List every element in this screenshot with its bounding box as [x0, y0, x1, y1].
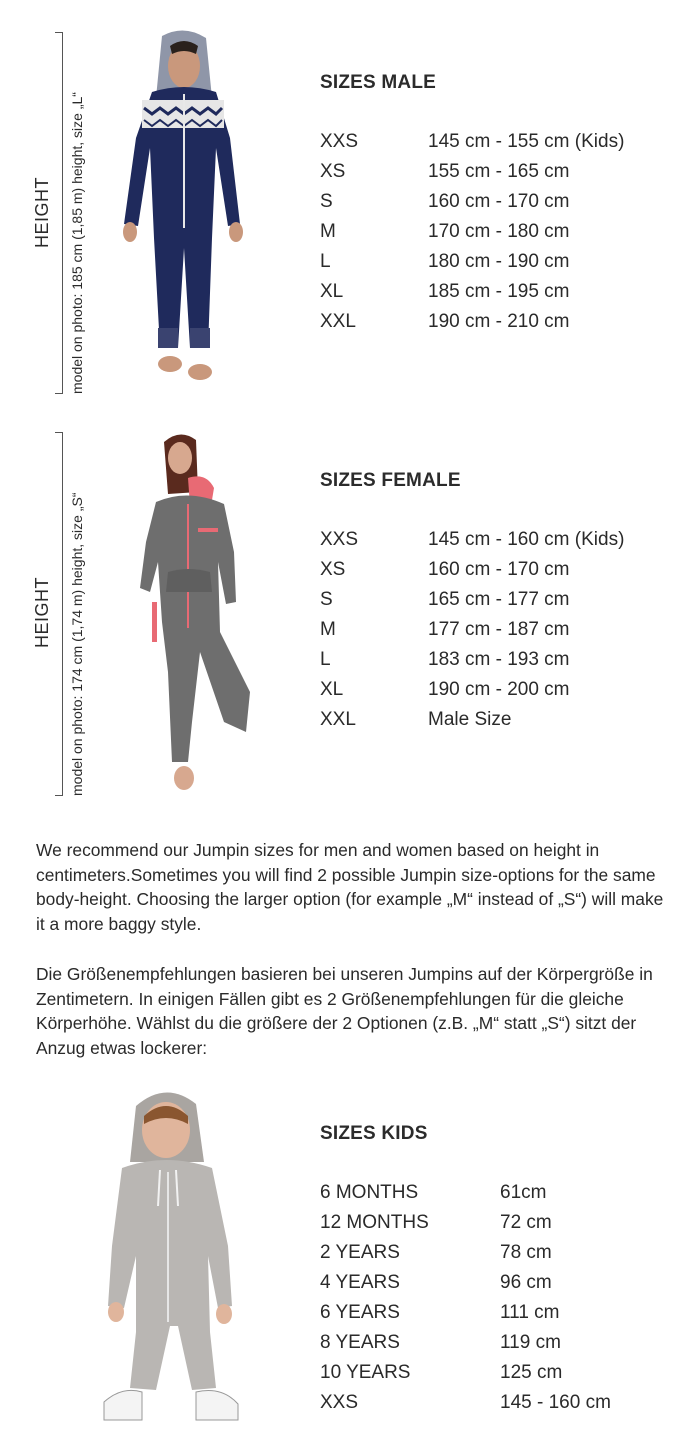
size-label: 12 MONTHS: [320, 1212, 429, 1233]
size-label: 6 YEARS: [320, 1302, 400, 1323]
size-label: 8 YEARS: [320, 1332, 400, 1353]
size-label: M: [320, 221, 336, 242]
female-size-row: [320, 709, 660, 739]
size-label: XXS: [320, 131, 359, 152]
kids-size-row: [320, 1212, 660, 1242]
size-value: 145 - 160 cm: [500, 1392, 611, 1413]
size-value: 72 cm: [500, 1212, 552, 1233]
size-label: XS: [320, 161, 346, 182]
size-label: L: [320, 251, 331, 272]
female-height-label: HEIGHT: [32, 576, 52, 648]
female-sizes-title: SIZES FEMALE: [320, 470, 461, 491]
size-value: 177 cm - 187 cm: [428, 619, 570, 640]
size-label: S: [320, 191, 333, 212]
kids-size-row: [320, 1332, 660, 1362]
size-label: S: [320, 589, 333, 610]
female-size-row: [320, 589, 660, 619]
size-value: 190 cm - 210 cm: [428, 311, 570, 332]
ruler-tick: [55, 795, 63, 796]
size-value: 155 cm - 165 cm: [428, 161, 570, 182]
size-value: 145 cm - 160 cm (Kids): [428, 529, 625, 550]
size-label: 6 MONTHS: [320, 1182, 419, 1203]
size-label: XXL: [320, 709, 356, 730]
size-value: 160 cm - 170 cm: [428, 191, 570, 212]
male-size-row: [320, 311, 660, 341]
size-value: 170 cm - 180 cm: [428, 221, 570, 242]
male-size-row: [320, 251, 660, 281]
kids-size-row: [320, 1302, 660, 1332]
size-value: 190 cm - 200 cm: [428, 679, 570, 700]
kids-size-row: [320, 1242, 660, 1272]
ruler-tick: [55, 393, 63, 394]
kids-size-row: [320, 1362, 660, 1392]
male-height-label: HEIGHT: [32, 176, 52, 248]
ruler-tick: [55, 32, 63, 33]
size-label: XL: [320, 679, 344, 700]
female-model-note: model on photo: 174 cm (1,74 m) height, size „S“: [69, 492, 85, 796]
size-value: 61cm: [500, 1182, 547, 1203]
kids-sizes-title: SIZES KIDS: [320, 1123, 428, 1144]
size-label: XXS: [320, 1392, 359, 1413]
male-height-ruler: [62, 32, 63, 394]
female-size-row: [320, 559, 660, 589]
size-label: L: [320, 649, 331, 670]
male-size-row: [320, 221, 660, 251]
kid-model-photo: [96, 1086, 246, 1430]
kids-size-row: [320, 1392, 660, 1422]
size-label: XL: [320, 281, 344, 302]
female-size-row: [320, 679, 660, 709]
size-label: 10 YEARS: [320, 1362, 411, 1383]
size-label: 2 YEARS: [320, 1242, 400, 1263]
size-label: 4 YEARS: [320, 1272, 400, 1293]
female-height-ruler: [62, 432, 63, 796]
size-value: 180 cm - 190 cm: [428, 251, 570, 272]
size-value: 145 cm - 155 cm (Kids): [428, 131, 625, 152]
female-size-row: [320, 529, 660, 559]
size-value: 185 cm - 195 cm: [428, 281, 570, 302]
size-value: 96 cm: [500, 1272, 552, 1293]
german-recommendation-text: Die Größenempfehlungen basieren bei unseren Jumpins auf der Körpergröße in Zentimetern. In einigen Fällen gibt es 2 Größenempfehlungen für die gleiche Körperhöhe. Wählst du die größere der 2 Optionen (z.B. „M“ statt „S“) sitzt der Anzug etwas lockerer:: [36, 964, 653, 1058]
male-size-row: [320, 131, 660, 161]
size-value: 165 cm - 177 cm: [428, 589, 570, 610]
size-value: 119 cm: [500, 1332, 561, 1353]
female-size-row: [320, 619, 660, 649]
size-value: 78 cm: [500, 1242, 552, 1263]
female-model-photo: [128, 432, 260, 794]
ruler-tick: [55, 432, 63, 433]
size-label: XXL: [320, 311, 356, 332]
male-model-photo: [112, 28, 252, 392]
male-sizes-title: SIZES MALE: [320, 72, 437, 93]
english-recommendation-text: We recommend our Jumpin sizes for men and women based on height in centimeters.Sometimes you will find 2 possible Jumpin size-options for the same body-height. Choosing the larger option (for example „M“ instead of „S“) will make it a more baggy style.: [36, 840, 664, 934]
size-value: 183 cm - 193 cm: [428, 649, 570, 670]
male-size-row: [320, 281, 660, 311]
male-model-note: model on photo: 185 cm (1,85 m) height, size „L“: [69, 92, 85, 394]
size-label: XXS: [320, 529, 359, 550]
size-label: XS: [320, 559, 346, 580]
female-size-row: [320, 649, 660, 679]
kids-size-row: [320, 1182, 660, 1212]
size-label: M: [320, 619, 336, 640]
male-size-row: [320, 191, 660, 221]
kids-size-row: [320, 1272, 660, 1302]
size-value: Male Size: [428, 709, 512, 730]
male-size-row: [320, 161, 660, 191]
size-value: 111 cm: [500, 1302, 560, 1323]
size-value: 160 cm - 170 cm: [428, 559, 570, 580]
size-value: 125 cm: [500, 1362, 563, 1383]
